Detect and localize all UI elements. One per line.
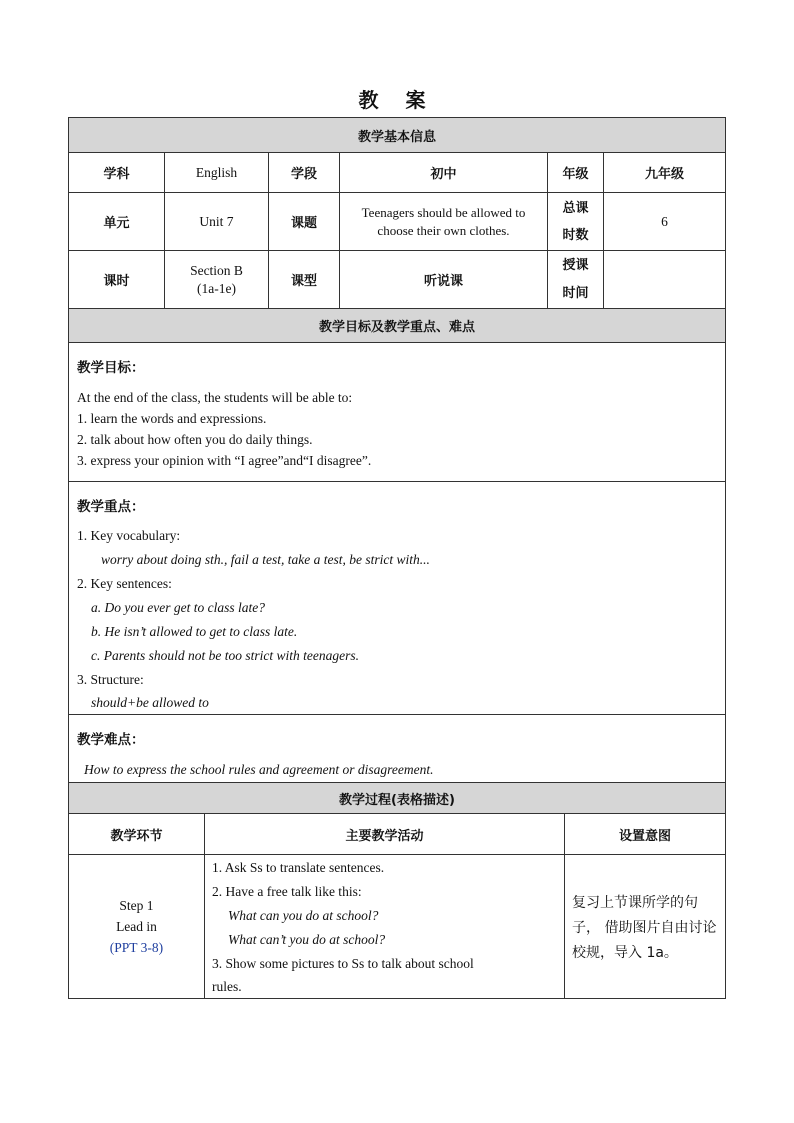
- structure-label: 3. Structure:: [77, 672, 144, 687]
- step1-activities: [204, 854, 565, 999]
- activity-line: 3. Show some pictures to Ss to talk about school: [212, 956, 474, 971]
- step1-name: Lead in: [116, 919, 157, 934]
- subject-value: English: [164, 152, 269, 193]
- difficulty-section: [68, 714, 726, 783]
- lesson-value-line2: (1a-1e): [197, 280, 236, 296]
- page-title: 教 案: [358, 88, 436, 112]
- objective-line: At the end of the class, the students will be able to:: [77, 390, 353, 405]
- step1-intent-cell: [564, 854, 726, 999]
- col-activity: 主要教学活动: [204, 813, 565, 855]
- process-header: 教学过程(表格描述): [68, 782, 726, 814]
- difficulty-text: How to express the school rules and agreement or disagreement.: [84, 762, 434, 777]
- topic-label: 课题: [268, 192, 340, 251]
- subject-label: 学科: [68, 152, 165, 193]
- lesson-label: 课时: [68, 250, 165, 309]
- total-hours-label-line1: 总课: [562, 200, 589, 216]
- unit-value: Unit 7: [164, 192, 269, 251]
- activity-line: rules.: [212, 979, 242, 994]
- objective-line: 3. express your opinion with “I agree”and“I disagree”.: [77, 453, 372, 468]
- stage-label: 学段: [268, 152, 340, 193]
- key-points-heading: 教学重点：: [77, 499, 145, 515]
- key-sentence: b. He isn’t allowed to get to class late.: [91, 624, 298, 639]
- lesson-value: [164, 250, 269, 309]
- key-points-section: [68, 481, 726, 715]
- type-value: 听说课: [339, 250, 548, 309]
- basic-info-header: 教学基本信息: [68, 117, 726, 153]
- col-step: 教学环节: [68, 813, 205, 855]
- lesson-value-line1: Section B: [190, 262, 243, 278]
- structure: should+be allowed to: [91, 695, 209, 710]
- class-time-label-line1: 授课: [562, 257, 589, 273]
- key-sentences-label: 2. Key sentences:: [77, 576, 172, 591]
- unit-label: 单元: [68, 192, 165, 251]
- type-label: 课型: [268, 250, 340, 309]
- col-intent: 设置意图: [564, 813, 726, 855]
- activity-question: What can’t you do at school?: [228, 932, 386, 947]
- total-hours-label-line2: 时数: [562, 227, 589, 243]
- activity-line: 2. Have a free talk like this:: [212, 884, 362, 899]
- key-sentence: c. Parents should not be too strict with teenagers.: [91, 648, 359, 663]
- step1-ppt: (PPT 3-8): [109, 940, 164, 955]
- activity-line: 1. Ask Ss to translate sentences.: [212, 860, 385, 875]
- step1-intent: 复习上节课所学的句子， 借助图片自由讨论校规，导入 1a。: [572, 895, 717, 961]
- objective-line: 1. learn the words and expressions.: [77, 411, 267, 426]
- key-vocab: worry about doing sth., fail a test, take a test, be strict with...: [101, 552, 430, 567]
- class-time-value: [603, 250, 726, 309]
- difficulty-heading: 教学难点：: [77, 732, 145, 748]
- step1-cell: [68, 854, 205, 999]
- key-sentence: a. Do you ever get to class late?: [91, 600, 265, 615]
- total-hours-value: 6: [603, 192, 726, 251]
- class-time-label: [547, 250, 604, 309]
- objectives-section: [68, 342, 726, 482]
- objectives-heading: 教学目标：: [77, 360, 145, 376]
- goals-header: 教学目标及教学重点、难点: [68, 308, 726, 343]
- grade-value: 九年级: [603, 152, 726, 193]
- key-vocab-label: 1. Key vocabulary:: [77, 528, 181, 543]
- step1-number: Step 1: [119, 898, 154, 913]
- objective-line: 2. talk about how often you do daily things.: [77, 432, 313, 447]
- stage-value: 初中: [339, 152, 548, 193]
- class-time-label-line2: 时间: [562, 285, 589, 301]
- total-hours-label: [547, 192, 604, 251]
- activity-question: What can you do at school?: [228, 908, 379, 923]
- topic-value: Teenagers should be allowed to choose their own clothes.: [339, 192, 548, 251]
- grade-label: 年级: [547, 152, 604, 193]
